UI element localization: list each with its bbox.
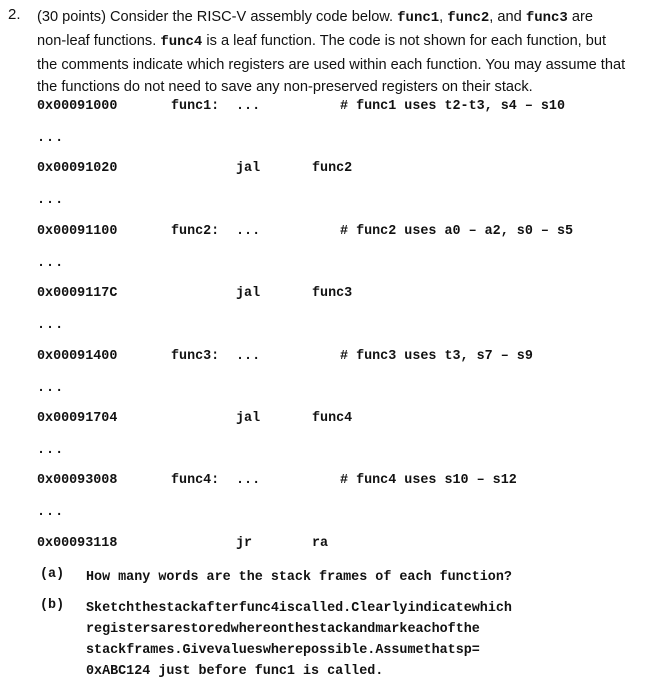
code-gap-ellipsis: ... [37, 443, 65, 458]
code-gap-ellipsis: ... [37, 380, 65, 396]
part-label: (a) [40, 567, 65, 582]
inline-code: func3 [525, 10, 568, 26]
intro-text: are [567, 9, 593, 25]
part-text-line: How many words are the stack frames of each function? [86, 570, 512, 585]
inline-code: func2 [447, 10, 490, 26]
code-label: func1: [171, 99, 220, 114]
part-text-line: registersarestoredwhereonthestackandmarkeachofthe [86, 622, 480, 637]
code-gap-ellipsis: ... [37, 131, 65, 146]
code-address: 0x00093008 [37, 473, 118, 489]
code-address: 0x00091100 [37, 223, 118, 239]
code-address: 0x00091020 [37, 161, 118, 177]
part-text-line: 0xABC124 just before func1 is called. [86, 664, 384, 679]
code-address: 0x00091400 [37, 348, 118, 364]
code-address: 0x00093118 [37, 535, 118, 551]
intro-text: non-leaf functions. [37, 32, 161, 49]
code-label: func3: [171, 348, 220, 364]
part-text [86, 567, 623, 588]
part-text-line: stackframes.Givevalueswherepossible.Assumethatsp= [86, 643, 480, 658]
code-address: 0x0009117C [37, 286, 118, 302]
code-comment: # func4 uses s10 – s12 [340, 473, 517, 489]
part-text-line: Sketchthestackafterfunc4iscalled.Clearlyindicatewhich [86, 601, 512, 616]
part-text [86, 598, 623, 682]
question-intro [37, 6, 637, 99]
code-address: 0x00091000 [37, 99, 118, 114]
inline-code: func4 [160, 33, 203, 50]
intro-text: the functions do not need to save any non-preserved registers on their stack. [37, 79, 533, 96]
code-ellipsis: ... [236, 473, 261, 489]
intro-text: , [439, 9, 448, 25]
intro-text: , and [489, 9, 526, 25]
code-label: func4: [171, 473, 220, 489]
code-instruction: jr [236, 535, 253, 551]
intro-line [37, 30, 637, 54]
code-ellipsis: ... [236, 223, 261, 239]
code-gap-ellipsis: ... [37, 505, 65, 521]
code-instruction: jal [236, 161, 261, 177]
code-comment: # func1 uses t2-t3, s4 – s10 [340, 99, 565, 114]
code-comment: # func3 uses t3, s7 – s9 [340, 348, 533, 364]
code-instruction: jal [236, 286, 261, 302]
code-address: 0x00091704 [37, 411, 118, 426]
code-comment: # func2 uses a0 – a2, s0 – s5 [340, 223, 574, 239]
code-instruction: jal [236, 411, 261, 426]
code-gap-ellipsis: ... [37, 193, 65, 209]
code-ellipsis: ... [236, 99, 261, 114]
question-number: 2. [8, 6, 21, 23]
intro-line [37, 54, 637, 77]
intro-text: is a leaf function. The code is not shown for each function, but [202, 32, 607, 49]
code-gap-ellipsis: ... [37, 255, 65, 271]
inline-code: func1 [397, 10, 440, 26]
intro-line [37, 76, 637, 99]
code-operand: func3 [312, 286, 353, 302]
code-ellipsis: ... [236, 348, 261, 364]
part-label: (b) [40, 598, 65, 613]
code-operand: ra [312, 535, 329, 551]
intro-text: (30 points) Consider the RISC-V assembly code below. [37, 9, 398, 25]
code-gap-ellipsis: ... [37, 318, 65, 334]
code-label: func2: [171, 223, 220, 239]
code-operand: func2 [312, 161, 353, 177]
intro-line [37, 6, 637, 30]
code-operand: func4 [312, 411, 353, 426]
intro-text: the comments indicate which registers are used within each function. You may assume that [37, 56, 626, 73]
